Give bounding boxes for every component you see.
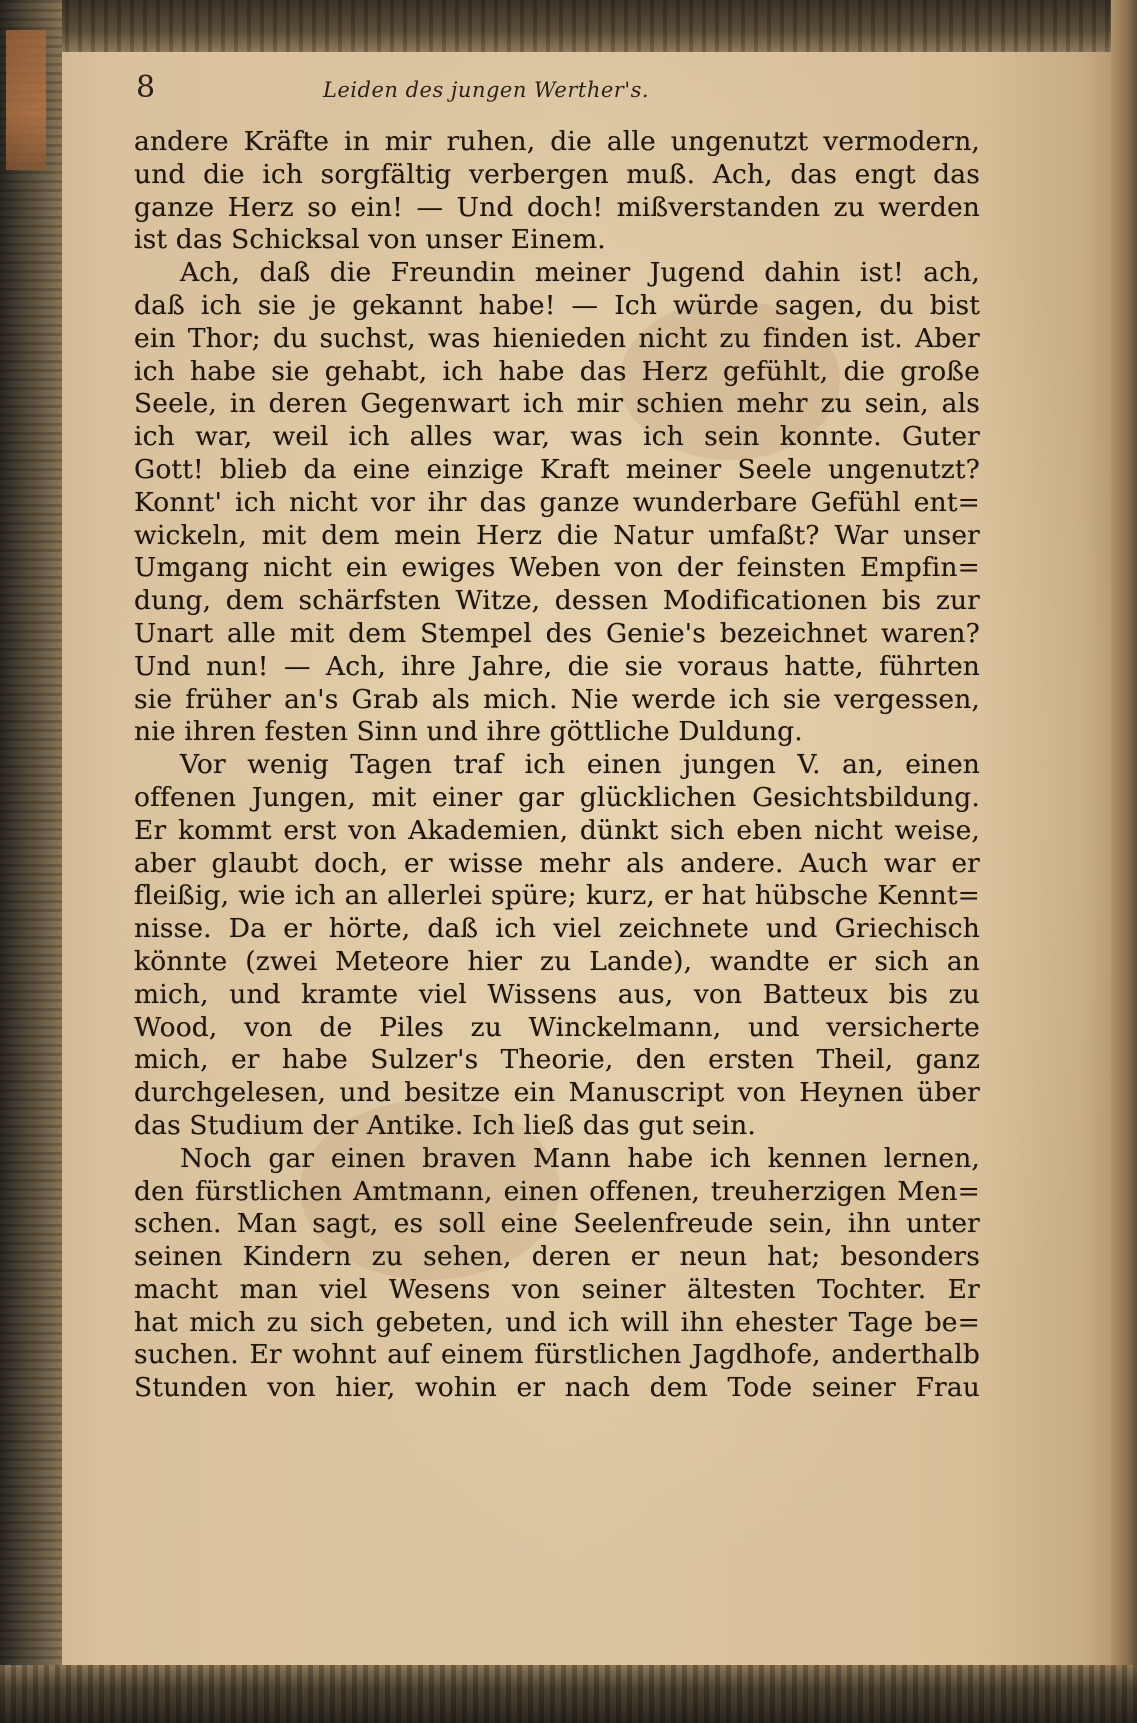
text-line: Unart alle mit dem Stempel des Genie's bezeichnet waren? xyxy=(134,617,980,649)
text-line: Gott! blieb da eine einzige Kraft meiner Seele ungenutzt? xyxy=(134,453,980,485)
text-line: ist das Schicksal von unser Einem. xyxy=(134,224,606,256)
text-line: ganze Herz so ein! — Und doch! mißverstanden zu werden xyxy=(134,191,980,223)
text-line: schen. Man sagt, es soll eine Seelenfreude sein, ihn unter xyxy=(134,1208,980,1240)
text-line: Noch gar einen braven Mann habe ich kennen lernen, xyxy=(180,1142,980,1174)
text-line: dung, dem schärfsten Witze, dessen Modificationen bis zur xyxy=(134,585,980,617)
text-line: Er kommt erst von Akademien, dünkt sich eben nicht weise, xyxy=(134,814,980,846)
text-line: das Studium der Antike. Ich ließ das gut sein. xyxy=(134,1109,756,1141)
text-line: mich, er habe Sulzer's Theorie, den ersten Theil, ganz xyxy=(134,1044,980,1076)
text-line: Umgang nicht ein ewiges Weben von der feinsten Empfin= xyxy=(134,552,980,584)
text-line: Konnt' ich nicht vor ihr das ganze wunderbare Gefühl ent= xyxy=(134,486,980,518)
text-line: ich habe sie gehabt, ich habe das Herz gefühlt, die große xyxy=(134,355,980,387)
text-line: suchen. Er wohnt auf einem fürstlichen Jagdhofe, anderthalb xyxy=(134,1339,980,1371)
text-line: Ach, daß die Freundin meiner Jugend dahin ist! ach, xyxy=(180,257,980,289)
text-line: macht man viel Wesens von seiner ältesten Tochter. Er xyxy=(134,1273,980,1305)
text-line: daß ich sie je gekannt habe! — Ich würde sagen, du bist xyxy=(134,289,980,321)
text-line: sie früher an's Grab als mich. Nie werde ich sie vergessen, xyxy=(134,683,980,715)
running-head xyxy=(136,70,956,120)
text-line: den fürstlichen Amtmann, einen offenen, treuherzigen Men= xyxy=(134,1175,980,1207)
text-line: Stunden von hier, wohin er nach dem Tode seiner Frau xyxy=(134,1372,980,1404)
text-line: nisse. Da er hörte, daß ich viel zeichnete und Griechisch xyxy=(134,913,980,945)
book-right-edge xyxy=(1111,0,1137,1723)
text-line: ein Thor; du suchst, was hienieden nicht zu finden ist. Aber xyxy=(134,322,980,354)
text-line: offenen Jungen, mit einer gar glücklichen Gesichtsbildung. xyxy=(134,781,980,813)
paragraph xyxy=(134,1143,980,1405)
paragraph xyxy=(134,126,980,257)
text-line: Vor wenig Tagen traf ich einen jungen V. an, einen xyxy=(180,749,980,781)
text-line: und die ich sorgfältig verbergen muß. Ach, das engt das xyxy=(134,158,980,190)
paragraph xyxy=(134,257,980,749)
book-binding-left xyxy=(0,0,62,1723)
text-line: andere Kräfte in mir ruhen, die alle ungenutzt vermodern, xyxy=(134,126,980,157)
text-line: aber glaubt doch, er wisse mehr als andere. Auch war er xyxy=(134,847,980,879)
running-title: Leiden des jungen Werther's. xyxy=(322,78,650,102)
book-top-edge xyxy=(0,0,1137,52)
text-line: seinen Kindern zu sehen, deren er neun hat; besonders xyxy=(134,1241,980,1273)
text-line: ich war, weil ich alles war, was ich sein konnte. Guter xyxy=(134,421,980,453)
book-bottom-edge xyxy=(0,1665,1137,1723)
text-line: wickeln, mit dem mein Herz die Natur umfaßt? War unser xyxy=(134,519,980,551)
paragraph xyxy=(134,749,980,1143)
text-line: hat mich zu sich gebeten, und ich will ihn ehester Tage be= xyxy=(134,1306,980,1338)
text-line: Seele, in deren Gegenwart ich mir schien mehr zu sein, als xyxy=(134,388,980,420)
body-text xyxy=(134,126,980,1405)
text-line: mich, und kramte viel Wissens aus, von Batteux bis zu xyxy=(134,978,980,1010)
text-line: durchgelesen, und besitze ein Manuscript von Heynen über xyxy=(134,1077,980,1109)
text-line: nie ihren festen Sinn und ihre göttliche Duldung. xyxy=(134,716,803,748)
text-line: könnte (zwei Meteore hier zu Lande), wandte er sich an xyxy=(134,945,980,977)
text-line: Und nun! — Ach, ihre Jahre, die sie voraus hatte, führten xyxy=(134,650,980,682)
page-number: 8 xyxy=(136,70,157,105)
text-line: Wood, von de Piles zu Winckelmann, und versicherte xyxy=(134,1011,980,1043)
text-line: fleißig, wie ich an allerlei spüre; kurz, er hat hübsche Kennt= xyxy=(134,880,980,912)
